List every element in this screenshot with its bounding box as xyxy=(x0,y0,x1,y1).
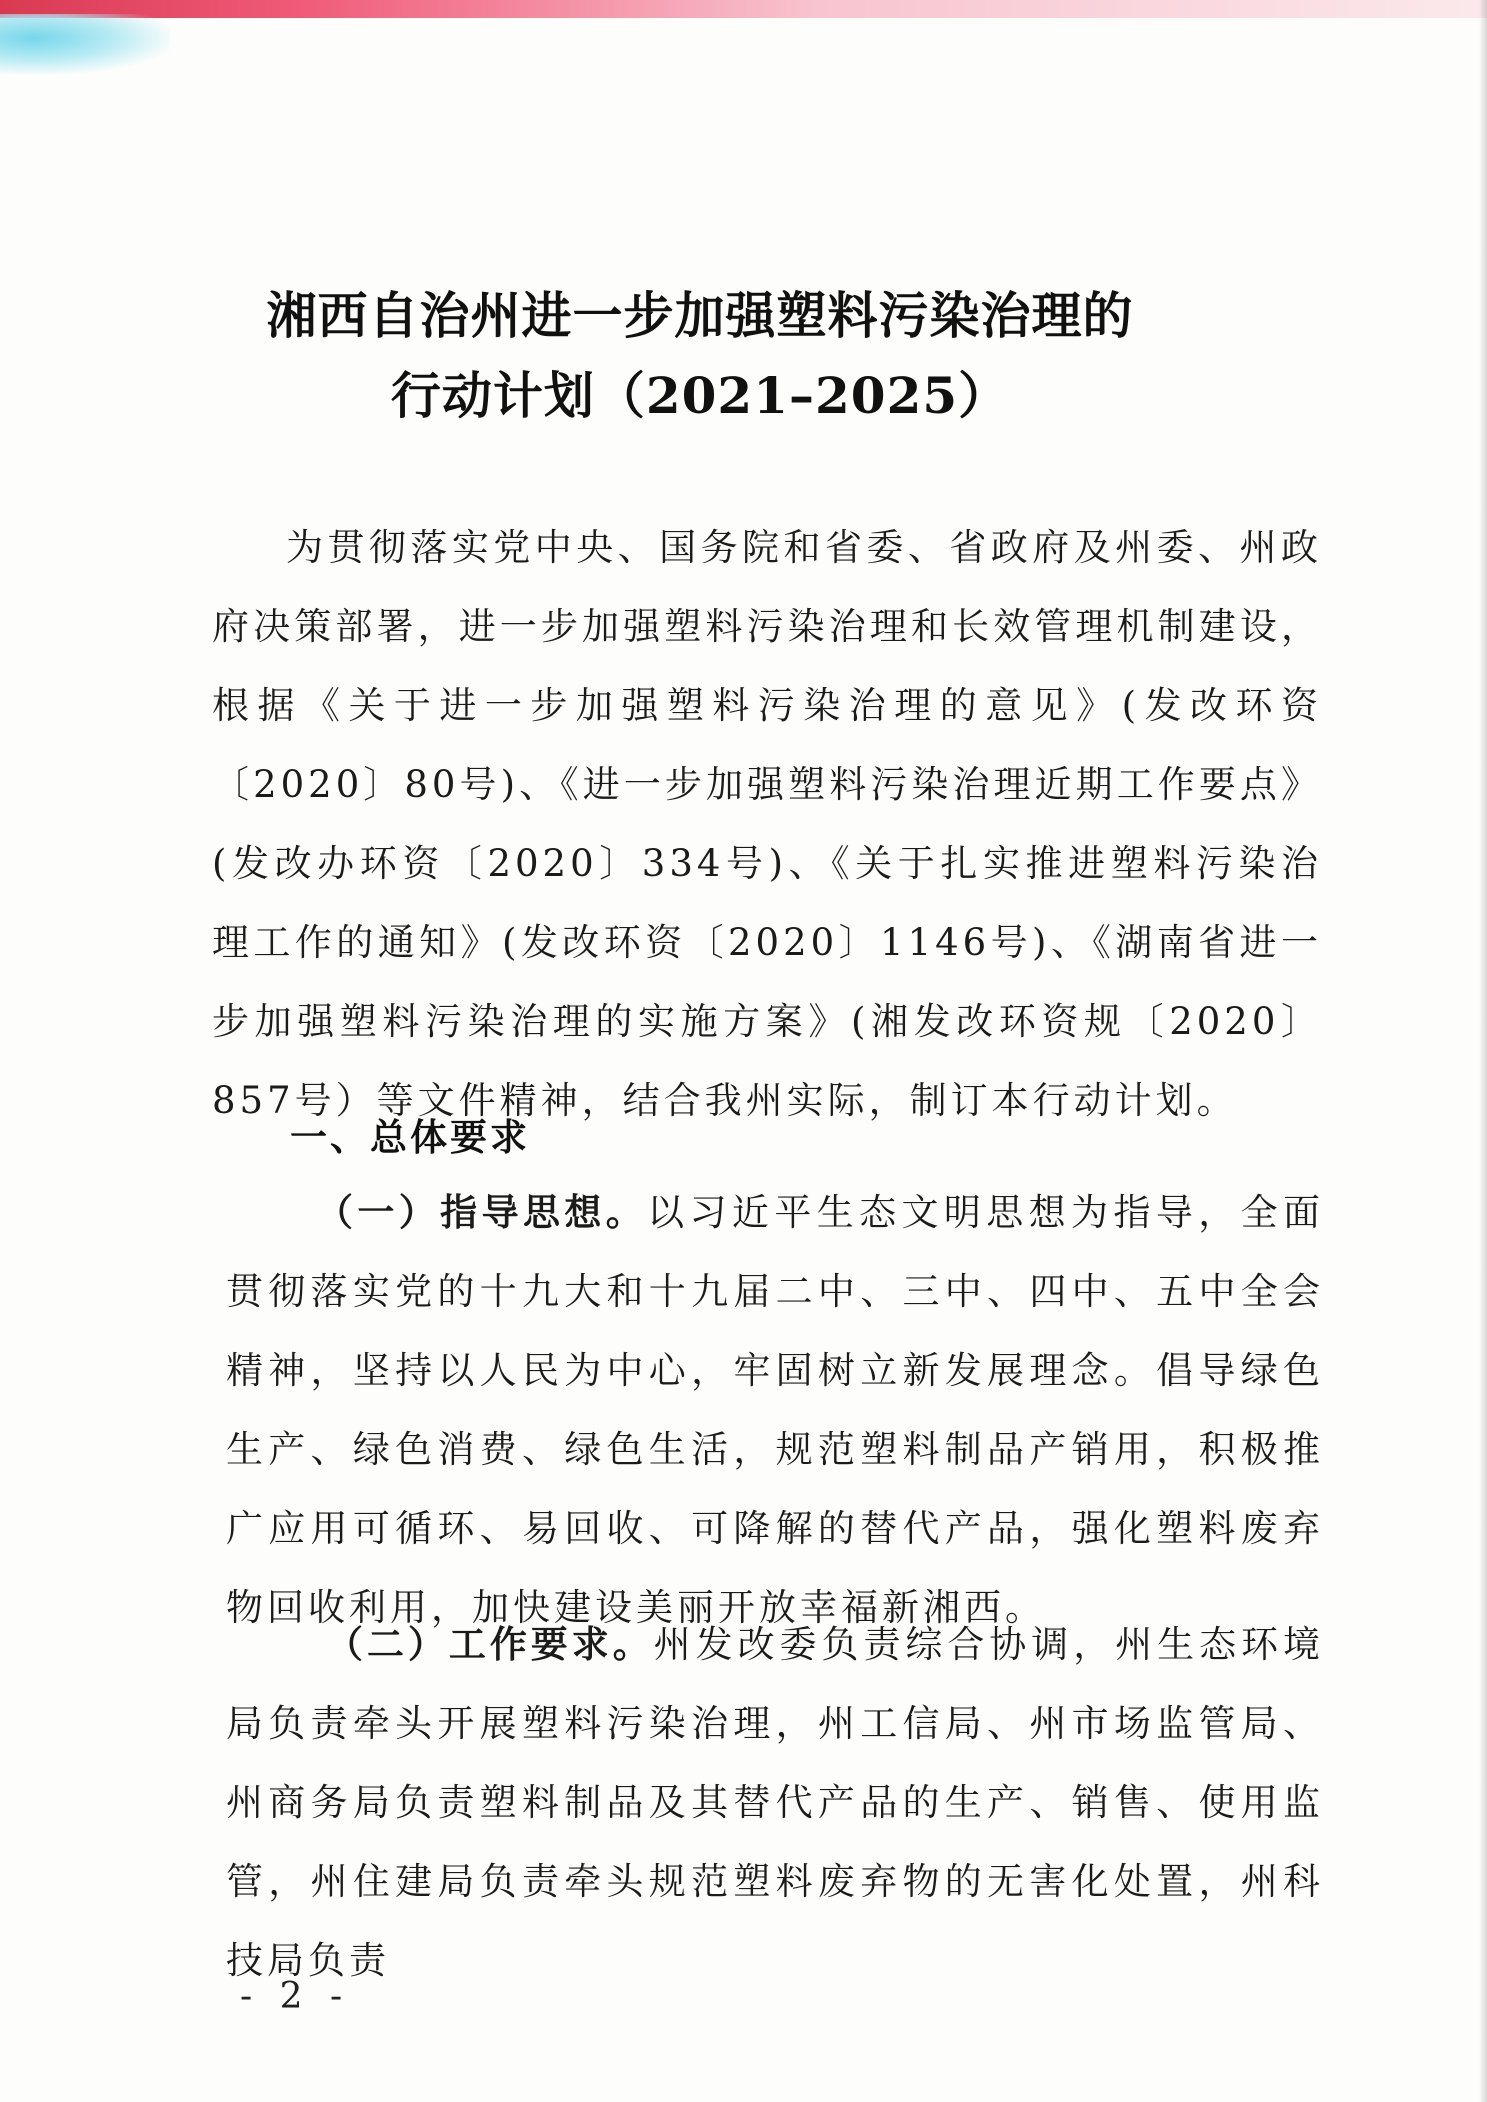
work-requirements-paragraph xyxy=(226,1605,1324,2000)
section-heading-general-requirements: 一、总体要求 xyxy=(290,1116,530,1159)
work-requirements-body: 州发改委负责综合协调，州生态环境局负责牵头开展塑料污染治理，州工信局、州市场监管局、州商务局负责塑料制品及其替代产品的生产、销售、使用监管，州住建局负责牵头规范塑料废弃物的无害化处置，州科技局负责 xyxy=(226,1623,1325,1982)
guiding-ideology-body: 以习近平生态文明思想为指导，全面贯彻落实党的十九大和十九届二中、三中、四中、五中全会精神，坚持以人民为中心，牢固树立新发展理念。倡导绿色生产、绿色消费、绿色生活，规范塑料制品产销用，积极推广应用可循环、易回收、可降解的替代产品，强化塑料废弃物回收利用，加快建设美丽开放幸福新湘西。 xyxy=(226,1191,1325,1629)
page-edge-shadow xyxy=(1479,0,1487,2102)
scan-color-strip xyxy=(0,0,1487,18)
scan-smudge xyxy=(0,14,170,74)
page-number: - 2 - xyxy=(240,1976,351,2017)
document-title-line1: 湘西自治州进一步加强塑料污染治理的 xyxy=(266,286,1134,345)
intro-paragraph: 为贯彻落实党中央、国务院和省委、省政府及州委、州政府决策部署，进一步加强塑料污染治理和长效管理机制建设，根据《关于进一步加强塑料污染治理的意见》(发改环资〔2020〕80号)、《进一步加强塑料污染治理近期工作要点》(发改办环资〔2020〕334号)、《关于扎实推进塑料污染治理工作的通知》(发改环资〔2020〕1146号)、《湖南省进一步加强塑料污染治理的实施方案》(湘发改环资规〔2020〕857号）等文件精神，结合我州实际，制订本行动计划。 xyxy=(212,526,1322,1122)
guiding-ideology-paragraph xyxy=(226,1173,1324,1647)
document-title-line2: 行动计划（2021–2025） xyxy=(390,366,1010,425)
work-requirements-lead: （二）工作要求。 xyxy=(326,1623,654,1666)
guiding-ideology-lead: （一）指导思想。 xyxy=(316,1191,648,1234)
